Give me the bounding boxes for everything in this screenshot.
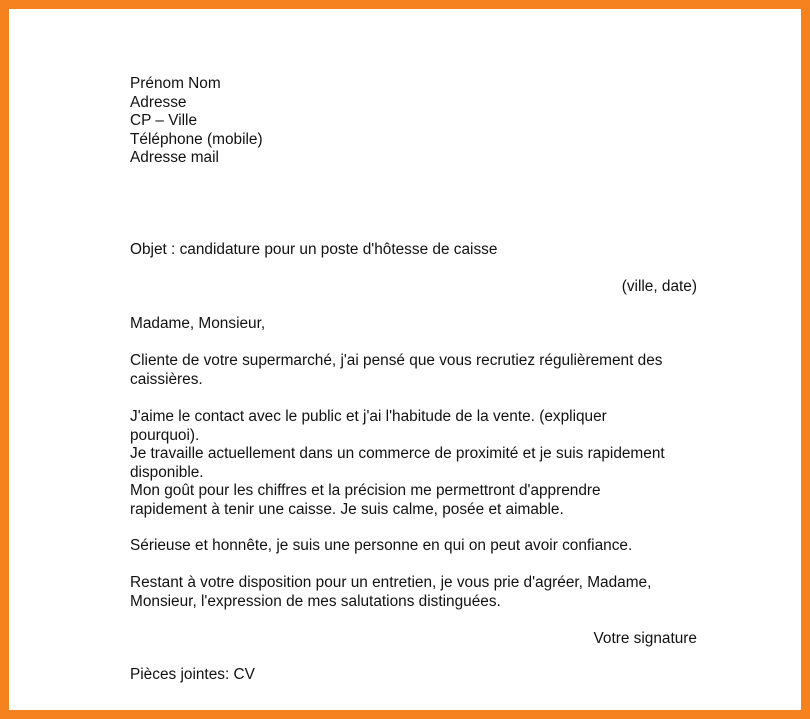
paragraph-line: Je travaille actuellement dans un commerce de proximité et je suis rapidement — [130, 445, 665, 462]
sender-block — [130, 75, 700, 168]
salutation: Madame, Monsieur, — [130, 315, 266, 332]
sender-city: CP – Ville — [130, 112, 198, 129]
sender-address: Adresse — [130, 93, 187, 111]
attachments-line: Pièces jointes: CV — [130, 666, 255, 683]
sender-phone: Téléphone (mobile) — [130, 130, 263, 148]
paragraph-line: disponible. — [130, 463, 204, 481]
paragraph-line: Restant à votre disposition pour un entretien, je vous prie d'agréer, Madame, — [130, 574, 652, 591]
paragraph-line: J'aime le contact avec le public et j'ai l'habitude de la vente. (expliquer — [130, 408, 607, 425]
paragraph-line: caissières. — [130, 370, 203, 388]
signature-line: Votre signature — [593, 630, 697, 647]
paragraph-2 — [130, 408, 700, 519]
paragraph-3 — [130, 537, 700, 556]
paragraph-line: Cliente de votre supermarché, j'ai pensé que vous recrutiez régulièrement des — [130, 352, 663, 369]
sender-email: Adresse mail — [130, 149, 219, 166]
paragraph-line: Sérieuse et honnête, je suis une personne en qui on peut avoir confiance. — [130, 537, 633, 554]
subject-line: Objet : candidature pour un poste d'hôtesse de caisse — [130, 241, 498, 258]
paragraph-4 — [130, 574, 700, 611]
sender-name: Prénom Nom — [130, 75, 221, 92]
paragraph-line: pourquoi). — [130, 426, 200, 444]
paragraph-line: Monsieur, l'expression de mes salutations distinguées. — [130, 592, 501, 610]
paragraph-line: Mon goût pour les chiffres et la précision me permettront d'apprendre — [130, 482, 601, 499]
letter-body — [130, 75, 700, 683]
paragraph-line: rapidement à tenir une caisse. Je suis calme, posée et aimable. — [130, 500, 564, 518]
place-date: (ville, date) — [621, 278, 697, 295]
paragraph-1 — [130, 352, 700, 389]
